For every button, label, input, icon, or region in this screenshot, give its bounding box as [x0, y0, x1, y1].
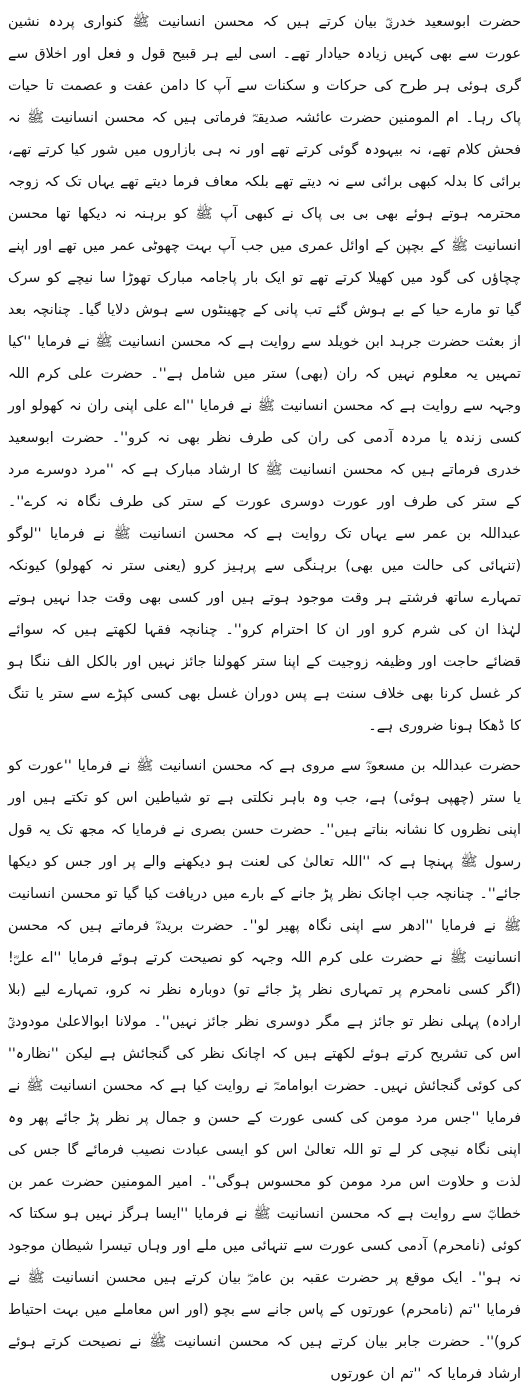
paragraph-1: حضرت ابوسعید خدریؓ بیان کرتے ہیں کہ محسن انسانیت ﷺ کنواری پردہ نشین عورت سے بھی کہیں زیادہ حیادار تھے۔ اسی لیے ہر قبیح قول و فعل اور اخلاق سے گری ہوئی ہر طرح کی حرکات و سکنات سے آپ کا دامن عفت و عصمت تا حیات پاک رہا۔ ام المومنین حضرت عائشہ صدیقہؓ فرماتی ہیں کہ محسن انسانیت ﷺ نہ فحش کلام تھے، نہ بیہودہ گوئی کرتے تھے اور نہ ہی بازاروں میں شور کیا کرتے تھے، برائی کا بدلہ کبھی برائی سے نہ دیتے تھے بلکہ معاف فرما دیتے تھے یہاں تک کہ زوجہ محترمہ ہوتے ہوئے بھی بی بی پاک نے کبھی آپ ﷺ کو برہنہ نہ دیکھا تھا محسن انسانیت ﷺ کے بچپن کے اوائل عمری میں جب آپ بہت چھوٹی عمر میں تھے اور اپنے چچاؤں کی گود میں کھیلا کرتے تھے تو ایک بار پاجامہ مبارک تھوڑا سا نیچے کو سرک گیا تو مارے حیا کے بے ہوش گئے تب پانی کے چھینٹوں سے ہوش دلایا گیا۔ چنانچہ بعد از بعثت حضرت جرہد ابن خویلد سے روایت ہے کہ محسن انسانیت ﷺ نے فرمایا ''کیا تمہیں یہ معلوم نہیں کہ ران (بھی) ستر میں شامل ہے''۔ حضرت علی کرم اللہ وجہہ سے روایت ہے کہ محسن انسانیت ﷺ نے فرمایا ''اے علی اپنی ران نہ کھولو اور کسی زندہ یا مردہ آدمی کی ران کی طرف نظر بھی نہ کرو''۔ حضرت ابوسعید خدری فرماتے ہیں کہ محسن انسانیت ﷺ کا ارشاد مبارک ہے کہ ''مرد دوسرے مرد کے ستر کی طرف اور عورت دوسری عورت کے ستر کی طرف نگاہ نہ کرے''۔ عبداللہ بن عمر سے یہاں تک روایت ہے کہ محسن انسانیت ﷺ نے فرمایا ''لوگو (تنہائی کی حالت میں بھی) برہنگی سے پرہیز کرو (یعنی ستر نہ کھولو) کیونکہ تمہارے ساتھ فرشتے ہر وقت موجود ہوتے ہیں اور کسی بھی وقت جدا نہیں ہوتے لہٰذا ان کی شرم کرو اور ان کا احترام کرو''۔ چنانچہ فقہا لکھتے ہیں کہ سوائے قضائے حاجت اور وظیفہ زوجیت کے اپنا ستر کھولنا جائز نہیں اور بالکل الف ننگا ہو کر غسل کرنا بھی خلاف سنت ہے پس دوران غسل بھی کسی کپڑے سے ستر یا تنگ کا ڈھکا ہونا ضروری ہے۔	[8, 14, 521, 734]
paragraph-2: حضرت عبداللہ بن مسعودؓ سے مروی ہے کہ محسن انسانیت ﷺ نے فرمایا ''عورت کو یا ستر (چھپی ہوئی) ہے، جب وہ باہر نکلتی ہے تو شیاطین اس کو تکتے ہیں اور اپنی نظروں کا نشانہ بناتے ہیں''۔ حضرت حسن بصری نے فرمایا کہ مجھ تک یہ قول رسول ﷺ پہنچا ہے کہ ''اللہ تعالیٰ کی لعنت ہو دیکھنے والے پر اور جس کو دیکھا جائے''۔ چنانچہ جب اچانک نظر پڑ جانے کے بارے میں دریافت کیا گیا تو محسن انسانیت ﷺ نے فرمایا ''ادھر سے اپنی نگاہ پھیر لو''۔ حضرت بریدہؓ فرماتے ہیں کہ محسن انسانیت ﷺ نے حضرت علی کرم اللہ وجہہ کو نصیحت کرتے ہوئے فرمایا ''اے علیؓ! (اگر کسی نامحرم پر تمہاری نظر پڑ جائے تو) دوبارہ نظر نہ کرو، تمہارے لیے (بلا ارادہ) پہلی نظر تو جائز ہے مگر دوسری نظر جائز نہیں''۔ مولانا ابوالاعلیٰ مودودیؒ اس کی تشریح کرتے ہوئے لکھتے ہیں کہ اچانک نظر کی گنجائش ہے لیکن ''نظارہ'' کی کوئی گنجائش نہیں۔ حضرت ابوامامہؓ نے روایت کیا ہے کہ محسن انسانیت ﷺ نے فرمایا ''جس مرد مومن کی کسی عورت کے حسن و جمال پر نظر پڑ جائے پھر وہ اپنی نگاہ نیچی کر لے تو اللہ تعالیٰ اس کو ایسی عبادت نصیب فرمائے گا جس کی لذت و حلاوت اس مرد مومن کو محسوس ہوگی''۔ امیر المومنین حضرت عمر بن خطابؓ سے روایت ہے کہ محسن انسانیت ﷺ نے فرمایا ''ایسا ہرگز نہیں ہو سکتا کہ کوئی (نامحرم) آدمی کسی عورت سے تنہائی میں ملے اور وہاں تیسرا شیطان موجود نہ ہو''۔ ایک موقع پر حضرت عقبہ بن عامرؓ بیان کرتے ہیں محسن انسانیت ﷺ نے فرمایا ''تم (نامحرم) عورتوں کے پاس جانے سے بچو (اور اس معاملے میں بہت احتیاط کرو)''۔ حضرت جابر بیان کرتے ہیں کہ محسن انسانیت ﷺ نے نصیحت کرتے ہوئے ارشاد فرمایا کہ ''تم ان عورتوں	[8, 758, 521, 1382]
